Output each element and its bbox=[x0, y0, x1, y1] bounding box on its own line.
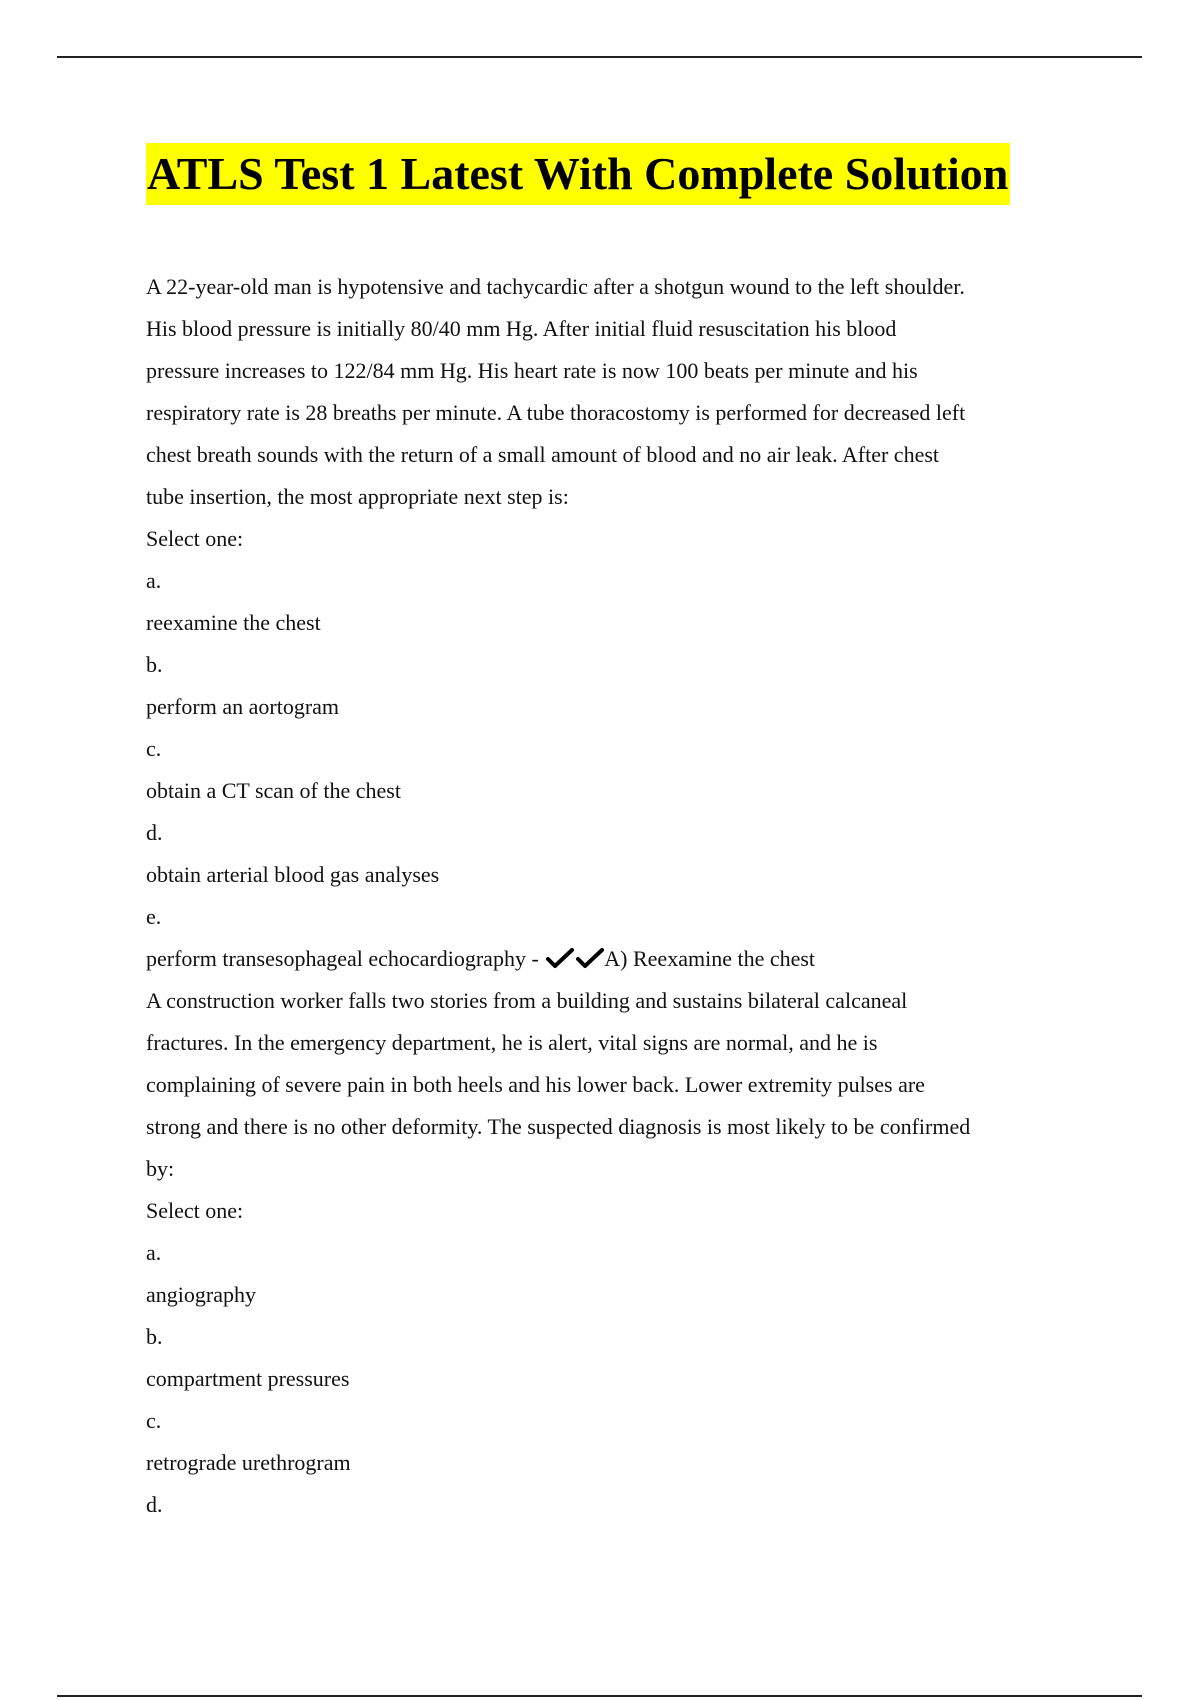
option-letter: d. bbox=[146, 1492, 163, 1517]
page-bottom-rule bbox=[57, 1695, 1142, 1697]
question-1-stem-line: respiratory rate is 28 breaths per minute. A tube thoracostomy is performed for decreased left bbox=[146, 400, 966, 425]
option-text: obtain a CT scan of the chest bbox=[146, 778, 401, 803]
option-letter: a. bbox=[146, 568, 162, 593]
option-text: perform transesophageal echocardiography - bbox=[146, 946, 545, 971]
question-1-prompt: Select one: bbox=[146, 526, 244, 551]
question-1 bbox=[146, 266, 1066, 980]
option-letter: b. bbox=[146, 652, 163, 677]
question-2 bbox=[146, 980, 1066, 1526]
question-2-stem-line: by: bbox=[146, 1156, 175, 1181]
check-icon bbox=[576, 947, 604, 969]
question-2-stem-line: complaining of severe pain in both heels and his lower back. Lower extremity pulses are bbox=[146, 1072, 925, 1097]
option-letter: a. bbox=[146, 1240, 162, 1265]
option-text: reexamine the chest bbox=[146, 610, 321, 635]
correct-answer: A) Reexamine the chest bbox=[604, 946, 816, 971]
question-1-stem-line: His blood pressure is initially 80/40 mm Hg. After initial fluid resuscitation his blood bbox=[146, 316, 897, 341]
option-text: retrograde urethrogram bbox=[146, 1450, 351, 1475]
page-title: ATLS Test 1 Latest With Complete Solution bbox=[146, 143, 1010, 205]
option-letter: b. bbox=[146, 1324, 163, 1349]
check-icon bbox=[546, 947, 574, 969]
option-text: angiography bbox=[146, 1282, 256, 1307]
question-2-stem-line: A construction worker falls two stories from a building and sustains bilateral calcaneal bbox=[146, 988, 908, 1013]
document-body bbox=[146, 266, 1066, 1526]
question-1-stem-line: chest breath sounds with the return of a small amount of blood and no air leak. After chest bbox=[146, 442, 940, 467]
question-2-prompt: Select one: bbox=[146, 1198, 244, 1223]
question-1-stem-line: pressure increases to 122/84 mm Hg. His heart rate is now 100 beats per minute and his bbox=[146, 358, 918, 383]
option-letter: d. bbox=[146, 820, 163, 845]
option-letter: e. bbox=[146, 904, 162, 929]
option-letter: c. bbox=[146, 736, 162, 761]
option-with-answer bbox=[146, 938, 1066, 980]
question-2-stem-line: fractures. In the emergency department, he is alert, vital signs are normal, and he is bbox=[146, 1030, 878, 1055]
page-top-rule bbox=[57, 56, 1142, 58]
option-text: compartment pressures bbox=[146, 1366, 350, 1391]
question-1-stem-line: A 22-year-old man is hypotensive and tachycardic after a shotgun wound to the left shoulder. bbox=[146, 274, 965, 299]
question-1-stem-line: tube insertion, the most appropriate next step is: bbox=[146, 484, 569, 509]
title-block bbox=[146, 143, 1010, 205]
question-2-stem-line: strong and there is no other deformity. The suspected diagnosis is most likely to be confirmed bbox=[146, 1114, 971, 1139]
option-letter: c. bbox=[146, 1408, 162, 1433]
option-text: perform an aortogram bbox=[146, 694, 340, 719]
option-text: obtain arterial blood gas analyses bbox=[146, 862, 440, 887]
